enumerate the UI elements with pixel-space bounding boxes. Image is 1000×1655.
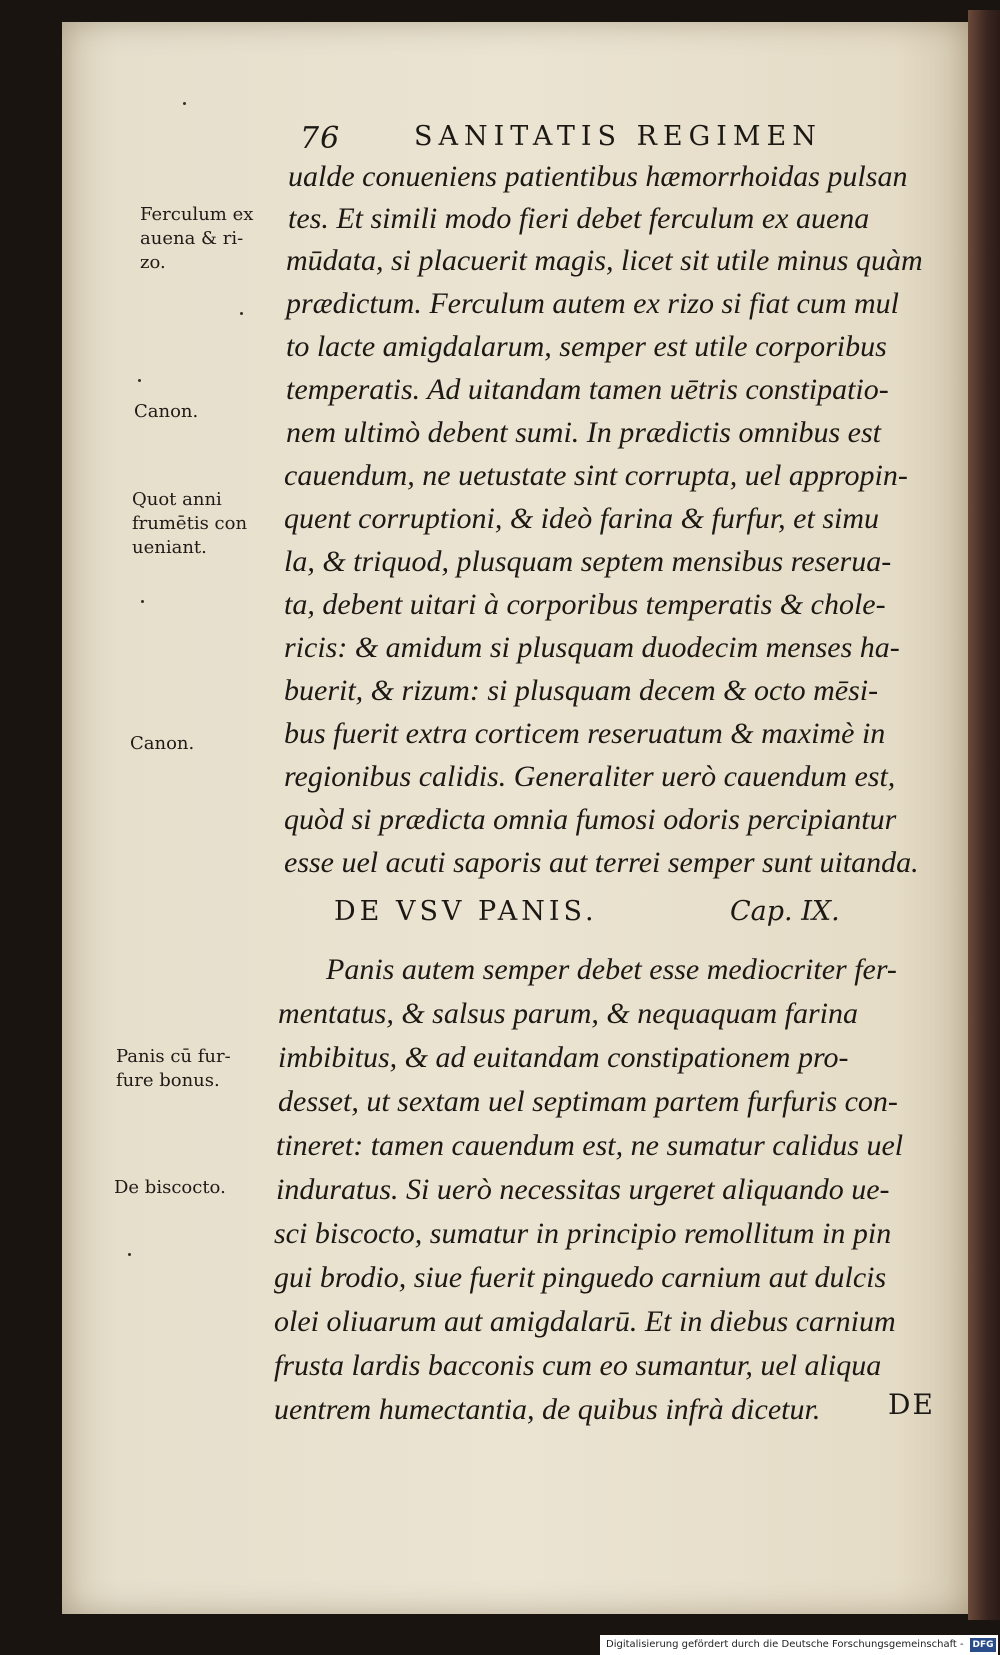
marginal-note	[140, 203, 253, 275]
body-line: bus fuerit extra corticem reseruatum & maximè in	[284, 717, 886, 750]
body-line: esse uel acuti saporis aut terrei semper sunt uitanda.	[284, 846, 919, 879]
marginal-note-line: Canon.	[134, 401, 199, 422]
ink-speck	[138, 379, 141, 382]
marginal-note	[132, 488, 247, 560]
marginal-note	[130, 732, 194, 756]
body-line: nem ultimò debent sumi. In prædictis omnibus est	[286, 416, 881, 449]
marginal-note-line: fure bonus.	[116, 1070, 220, 1091]
marginal-note-line: Ferculum ex	[140, 204, 254, 225]
body-line: regionibus calidis. Generaliter uerò cauendum est,	[284, 760, 896, 793]
catchword: DE	[888, 1388, 935, 1421]
marginal-note-line: Canon.	[130, 733, 195, 754]
marginal-note-line: zo.	[140, 252, 166, 273]
body-line: buerit, & rizum: si plusquam decem & octo mēsi-	[284, 674, 879, 707]
marginal-note	[134, 400, 198, 424]
chapter-heading	[334, 896, 894, 936]
body-line: temperatis. Ad uitandam tamen uētris constipatio-	[286, 373, 889, 406]
marginal-note-line: frumētis con	[132, 513, 248, 534]
ink-speck	[128, 1253, 131, 1256]
body-line: desset, ut sextam uel septimam partem furfuris con-	[278, 1085, 898, 1118]
dfg-logo: DFG	[970, 1638, 996, 1652]
marginal-note-line: ueniant.	[132, 537, 207, 558]
body-line: ta, debent uitari à corporibus temperatis & chole-	[284, 588, 886, 621]
ink-speck	[240, 312, 243, 315]
footer-text: Digitalisierung gefördert durch die Deutsche Forschungsgemeinschaft -	[606, 1639, 964, 1650]
chapter-number: Cap. IX.	[730, 896, 840, 927]
ink-speck	[183, 102, 186, 105]
body-line: imbibitus, & ad euitandam constipationem pro-	[278, 1041, 849, 1074]
marginal-note	[116, 1045, 231, 1093]
marginal-note	[114, 1176, 226, 1200]
body-line: olei oliuarum aut amigdalarū. Et in diebus carnium	[274, 1305, 896, 1338]
marginal-note-line: De biscocto.	[114, 1177, 226, 1198]
body-line: Panis autem semper debet esse mediocriter fer-	[326, 953, 897, 986]
body-line: ualde conueniens patientibus hæmorrhoidas pulsan	[288, 160, 908, 193]
ink-speck	[141, 600, 144, 603]
body-line: ricis: & amidum si plusquam duodecim menses ha-	[284, 631, 900, 664]
body-line: gui brodio, siue fuerit pinguedo carnium aut dulcis	[274, 1261, 887, 1294]
chapter-title: DE VSV PANIS.	[334, 896, 598, 927]
marginal-note-line: Panis cū fur-	[116, 1046, 231, 1067]
body-line: cauendum, ne uetustate sint corrupta, uel appropin-	[284, 459, 908, 492]
body-line: la, & triquod, plusquam septem mensibus reserua-	[284, 545, 892, 578]
marginal-note-line: Quot anni	[132, 489, 222, 510]
body-line: quent corruptioni, & ideò farina & furfur, et simu	[284, 502, 880, 535]
body-line: tineret: tamen cauendum est, ne sumatur calidus uel	[276, 1129, 904, 1162]
page-number: 76	[300, 121, 341, 156]
book-edge	[968, 10, 1000, 1620]
body-line: induratus. Si uerò necessitas urgeret aliquando ue-	[276, 1173, 890, 1206]
body-line: to lacte amigdalarum, semper est utile corporibus	[286, 330, 887, 363]
body-line: mūdata, si placuerit magis, licet sit utile minus quàm	[286, 244, 923, 277]
marginal-note-line: auena & ri-	[140, 228, 244, 249]
body-line: quòd si prædicta omnia fumosi odoris percipiantur	[284, 803, 897, 836]
running-title: SANITATIS REGIMEN	[414, 121, 822, 152]
body-line: frusta lardis bacconis cum eo sumantur, uel aliqua	[274, 1349, 882, 1382]
body-line: prædictum. Ferculum autem ex rizo si fiat cum mul	[286, 287, 899, 320]
digitization-footer	[600, 1635, 998, 1655]
body-line: tes. Et simili modo fieri debet ferculum ex auena	[288, 202, 870, 235]
running-header	[300, 121, 900, 161]
body-line: sci biscocto, sumatur in principio remollitum in pin	[274, 1217, 892, 1250]
body-line: uentrem humectantia, de quibus infrà dicetur.	[274, 1393, 821, 1426]
body-line: mentatus, & salsus parum, & nequaquam farina	[278, 997, 859, 1030]
